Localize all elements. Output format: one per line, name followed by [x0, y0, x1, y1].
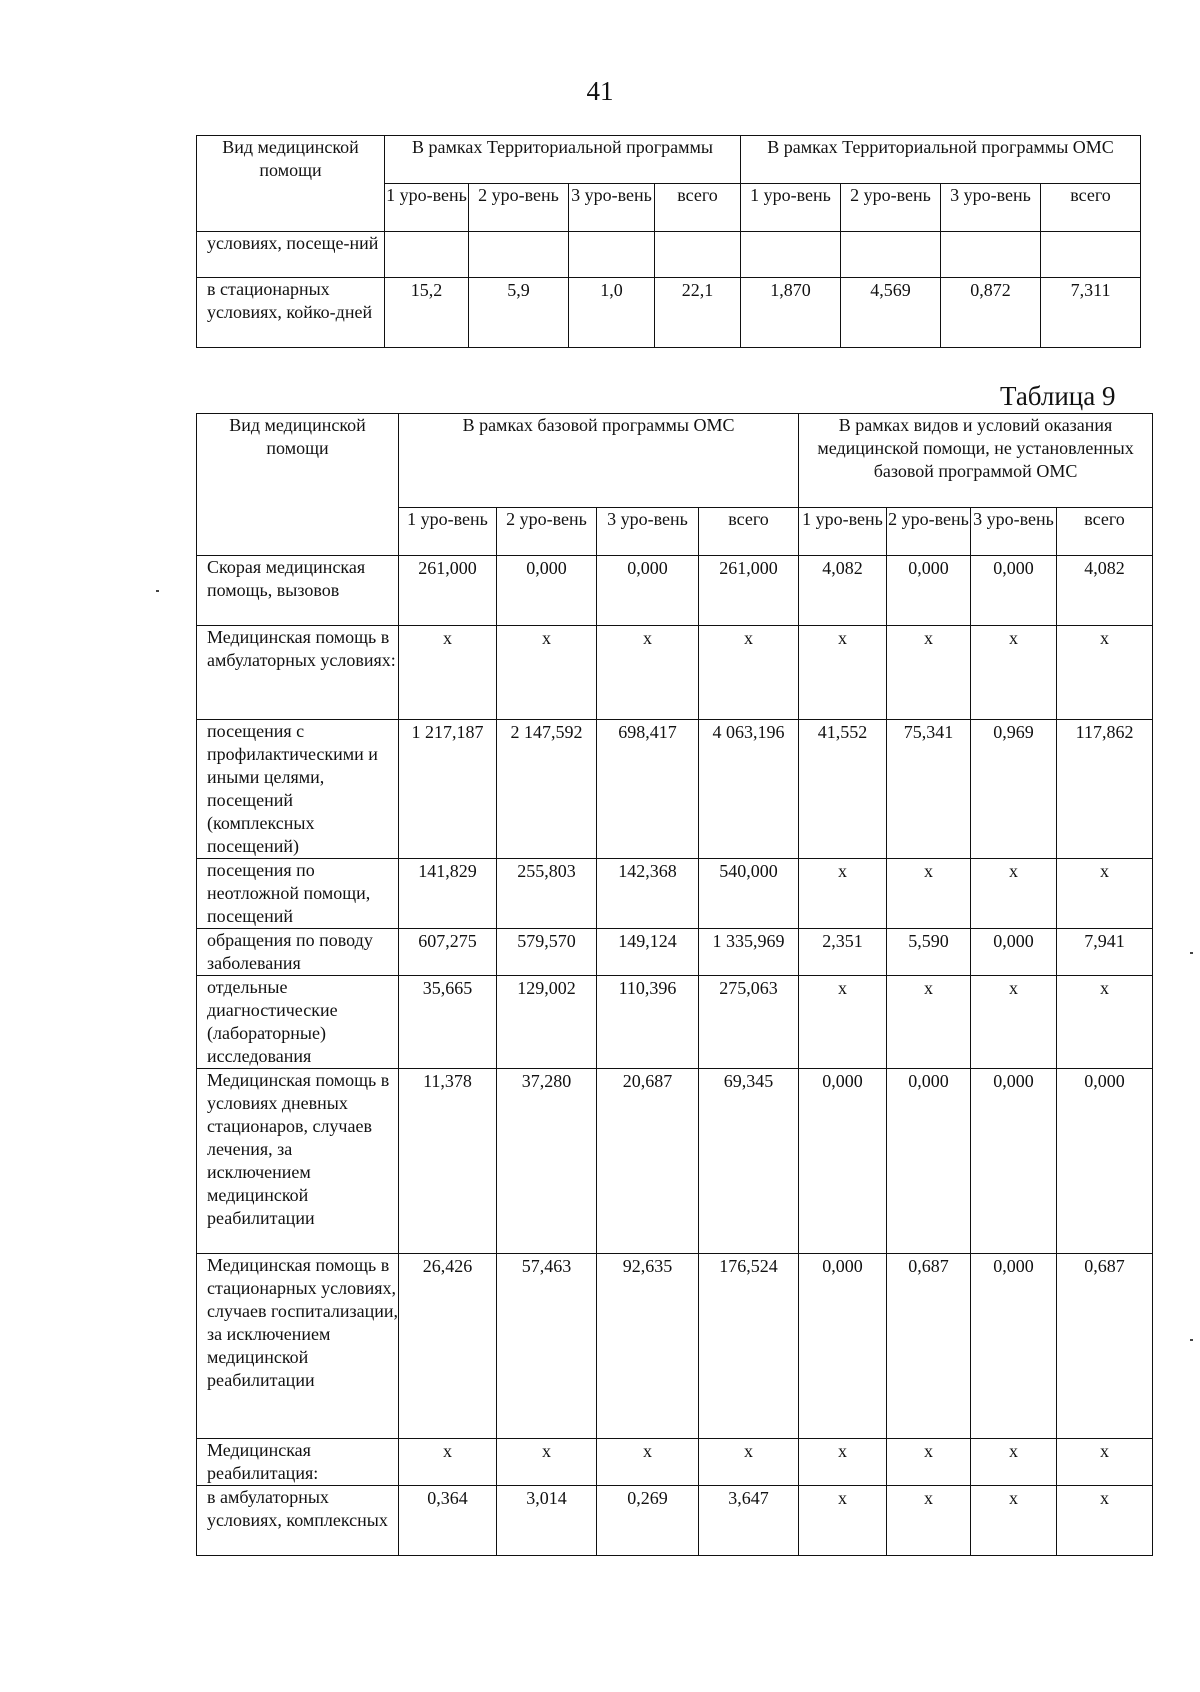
cell-value: х: [399, 626, 497, 720]
column-header-view: Вид медицинской помощи: [197, 414, 399, 556]
cell-value: х: [497, 1439, 597, 1486]
row-label: Медицинская помощь в стационарных условиях, случаев госпитализации, за исключением медицинской реабилитации: [197, 1254, 399, 1439]
cell-value: 0,000: [971, 556, 1057, 626]
column-header-level: 1 уро-вень: [385, 184, 469, 232]
scan-mark: [156, 590, 159, 592]
cell-value: 0,364: [399, 1486, 497, 1556]
cell-value: х: [1057, 1439, 1153, 1486]
cell-value: х: [971, 859, 1057, 929]
cell-value: 275,063: [699, 976, 799, 1069]
cell-value: 2 147,592: [497, 720, 597, 859]
table-row: [197, 929, 1153, 976]
table-row: [197, 626, 1153, 720]
cell-value: [385, 232, 469, 278]
column-header-level: 2 уро-вень: [497, 508, 597, 556]
scan-mark: [1190, 1339, 1193, 1341]
cell-value: 607,275: [399, 929, 497, 976]
cell-value: х: [1057, 1486, 1153, 1556]
cell-value: 0,000: [799, 1254, 887, 1439]
row-label: обращения по поводу заболевания: [197, 929, 399, 976]
column-header-level: 2 уро-вень: [887, 508, 971, 556]
column-header-total: всего: [1041, 184, 1141, 232]
cell-value: 7,311: [1041, 278, 1141, 348]
cell-value: 37,280: [497, 1069, 597, 1254]
cell-value: [1041, 232, 1141, 278]
cell-value: 1,0: [569, 278, 655, 348]
cell-value: х: [799, 976, 887, 1069]
cell-value: 20,687: [597, 1069, 699, 1254]
cell-value: 0,000: [597, 556, 699, 626]
cell-value: х: [971, 626, 1057, 720]
column-header-level: 3 уро-вень: [597, 508, 699, 556]
cell-value: х: [799, 626, 887, 720]
table-row: [197, 1069, 1153, 1254]
cell-value: х: [1057, 859, 1153, 929]
column-group-territorial: В рамках Территориальной программы: [385, 136, 741, 184]
column-header-view: Вид медицинской помощи: [197, 136, 385, 232]
cell-value: [841, 232, 941, 278]
table-row: [197, 556, 1153, 626]
cell-value: х: [887, 626, 971, 720]
row-label: Скорая медицинская помощь, вызовов: [197, 556, 399, 626]
cell-value: [655, 232, 741, 278]
table-caption: Таблица 9: [1000, 381, 1116, 411]
cell-value: 69,345: [699, 1069, 799, 1254]
cell-value: х: [497, 626, 597, 720]
cell-value: х: [887, 1439, 971, 1486]
cell-value: 0,269: [597, 1486, 699, 1556]
cell-value: 0,000: [887, 1069, 971, 1254]
cell-value: 0,000: [497, 556, 597, 626]
cell-value: 0,969: [971, 720, 1057, 859]
cell-value: 0,000: [1057, 1069, 1153, 1254]
row-label: отдельные диагностические (лабораторные) исследования: [197, 976, 399, 1069]
cell-value: 0,000: [887, 556, 971, 626]
cell-value: х: [971, 1439, 1057, 1486]
scan-mark: [1190, 952, 1193, 954]
cell-value: х: [887, 859, 971, 929]
table-row: [197, 720, 1153, 859]
cell-value: 0,000: [971, 1254, 1057, 1439]
column-header-level: 1 уро-вень: [399, 508, 497, 556]
column-header-level: 3 уро-вень: [569, 184, 655, 232]
cell-value: 75,341: [887, 720, 971, 859]
cell-value: 26,426: [399, 1254, 497, 1439]
cell-value: 41,552: [799, 720, 887, 859]
row-label: Медицинская реабилитация:: [197, 1439, 399, 1486]
cell-value: 4,569: [841, 278, 941, 348]
cell-value: 5,9: [469, 278, 569, 348]
cell-value: х: [799, 1439, 887, 1486]
cell-value: 5,590: [887, 929, 971, 976]
row-label: условиях, посеще-ний: [197, 232, 385, 278]
cell-value: 0,687: [1057, 1254, 1153, 1439]
cell-value: 540,000: [699, 859, 799, 929]
table-row: [197, 1486, 1153, 1556]
table-row: [197, 1439, 1153, 1486]
cell-value: х: [887, 976, 971, 1069]
cell-value: х: [1057, 976, 1153, 1069]
cell-value: 698,417: [597, 720, 699, 859]
cell-value: х: [799, 1486, 887, 1556]
cell-value: 110,396: [597, 976, 699, 1069]
row-label: Медицинская помощь в амбулаторных условиях:: [197, 626, 399, 720]
column-header-level: 1 уро-вень: [799, 508, 887, 556]
cell-value: 15,2: [385, 278, 469, 348]
table-row: [197, 278, 1141, 348]
cell-value: х: [971, 976, 1057, 1069]
cell-value: х: [597, 1439, 699, 1486]
cell-value: 4,082: [799, 556, 887, 626]
cell-value: [941, 232, 1041, 278]
column-header-level: 1 уро-вень: [741, 184, 841, 232]
cell-value: х: [699, 626, 799, 720]
cell-value: 142,368: [597, 859, 699, 929]
cell-value: 129,002: [497, 976, 597, 1069]
table-row: [197, 232, 1141, 278]
column-group-territorial-oms: В рамках Территориальной программы ОМС: [741, 136, 1141, 184]
cell-value: 0,000: [799, 1069, 887, 1254]
cell-value: 4,082: [1057, 556, 1153, 626]
column-header-total: всего: [655, 184, 741, 232]
row-label: в стационарных условиях, койко-дней: [197, 278, 385, 348]
column-header-level: 3 уро-вень: [971, 508, 1057, 556]
cell-value: 22,1: [655, 278, 741, 348]
table-row: [197, 1254, 1153, 1439]
cell-value: [469, 232, 569, 278]
column-header-level: 3 уро-вень: [941, 184, 1041, 232]
column-header-total: всего: [699, 508, 799, 556]
cell-value: 261,000: [399, 556, 497, 626]
cell-value: 92,635: [597, 1254, 699, 1439]
cell-value: 261,000: [699, 556, 799, 626]
cell-value: 2,351: [799, 929, 887, 976]
cell-value: х: [799, 859, 887, 929]
cell-value: 35,665: [399, 976, 497, 1069]
cell-value: 57,463: [497, 1254, 597, 1439]
table-9: [196, 413, 1153, 1556]
table-9-body: [197, 556, 1153, 1556]
cell-value: х: [597, 626, 699, 720]
cell-value: 3,647: [699, 1486, 799, 1556]
continuation-table: [196, 135, 1141, 348]
column-header-level: 2 уро-вень: [469, 184, 569, 232]
cell-value: х: [887, 1486, 971, 1556]
cell-value: 176,524: [699, 1254, 799, 1439]
column-header-level: 2 уро-вень: [841, 184, 941, 232]
cell-value: 1,870: [741, 278, 841, 348]
cell-value: 3,014: [497, 1486, 597, 1556]
cell-value: х: [399, 1439, 497, 1486]
cell-value: 579,570: [497, 929, 597, 976]
cell-value: 117,862: [1057, 720, 1153, 859]
cell-value: х: [699, 1439, 799, 1486]
cell-value: [741, 232, 841, 278]
column-header-total: всего: [1057, 508, 1153, 556]
cell-value: 141,829: [399, 859, 497, 929]
cell-value: 149,124: [597, 929, 699, 976]
row-label: в амбулаторных условиях, комплексных: [197, 1486, 399, 1556]
cell-value: х: [1057, 626, 1153, 720]
row-label: Медицинская помощь в условиях дневных стационаров, случаев лечения, за исключением медицинской реабилитации: [197, 1069, 399, 1254]
cell-value: х: [971, 1486, 1057, 1556]
cell-value: 0,000: [971, 929, 1057, 976]
cell-value: 0,872: [941, 278, 1041, 348]
cell-value: 4 063,196: [699, 720, 799, 859]
cell-value: 7,941: [1057, 929, 1153, 976]
cell-value: 1 217,187: [399, 720, 497, 859]
row-label: посещения с профилактическими и иными целями, посещений (комплексных посещений): [197, 720, 399, 859]
cell-value: 0,687: [887, 1254, 971, 1439]
cell-value: 255,803: [497, 859, 597, 929]
column-group-non-basic: В рамках видов и условий оказания медицинской помощи, не установленных базовой программой ОМС: [799, 414, 1153, 508]
column-group-basic-oms: В рамках базовой программы ОМС: [399, 414, 799, 508]
cell-value: 1 335,969: [699, 929, 799, 976]
table-row: [197, 859, 1153, 929]
cell-value: [569, 232, 655, 278]
row-label: посещения по неотложной помощи, посещений: [197, 859, 399, 929]
table-row: [197, 976, 1153, 1069]
cell-value: 0,000: [971, 1069, 1057, 1254]
cell-value: 11,378: [399, 1069, 497, 1254]
page-number: 41: [586, 76, 614, 106]
